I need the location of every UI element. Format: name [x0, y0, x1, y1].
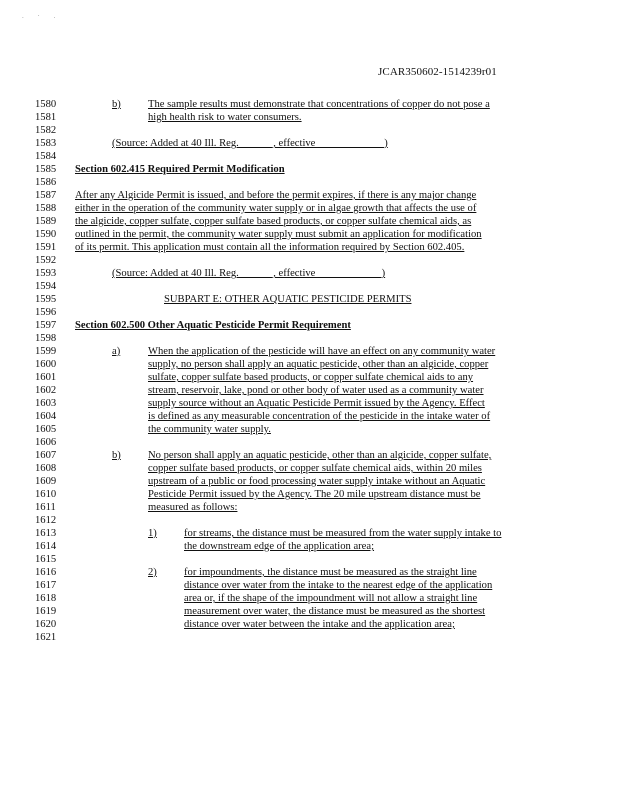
line-number: 1616 [35, 567, 57, 578]
line-number: 1593 [35, 268, 57, 279]
line-1585 [0, 163, 618, 176]
line-number: 1609 [35, 476, 57, 487]
line-text: area or, if the shape of the impoundment will not allow a straight line [184, 593, 478, 604]
line-text: measured as follows: [148, 502, 238, 513]
line-1596 [0, 306, 618, 319]
line-1584 [0, 150, 618, 163]
line-1610 [0, 488, 618, 501]
item-label: b) [112, 99, 121, 110]
line-number: 1587 [35, 190, 57, 201]
line-number: 1619 [35, 606, 57, 617]
line-text: supply, no person shall apply an aquatic pesticide, other than an algicide, copper [148, 359, 489, 370]
line-number: 1620 [35, 619, 57, 630]
line-number: 1607 [35, 450, 57, 461]
line-number: 1580 [35, 99, 57, 110]
line-text: distance over water between the intake and the application area; [184, 619, 455, 630]
line-1595 [0, 293, 618, 306]
line-1594 [0, 280, 618, 293]
section-heading: Section 602.500 Other Aquatic Pesticide Permit Requirement [75, 320, 351, 331]
line-number: 1586 [35, 177, 57, 188]
line-1600 [0, 358, 618, 371]
line-text: distance over water from the intake to the nearest edge of the application [184, 580, 493, 591]
line-number: 1608 [35, 463, 57, 474]
line-1611 [0, 501, 618, 514]
line-1590 [0, 228, 618, 241]
line-number: 1589 [35, 216, 57, 227]
line-number: 1611 [35, 502, 56, 513]
line-text: upstream of a public or food processing water supply intake without an Aquatic [148, 476, 486, 487]
line-number: 1592 [35, 255, 57, 266]
line-text: Pesticide Permit issued by the Agency. The 20 mile upstream distance must be [148, 489, 481, 500]
line-number: 1613 [35, 528, 57, 539]
line-text: for streams, the distance must be measured from the water supply intake to [184, 528, 502, 539]
line-1582 [0, 124, 618, 137]
source-note: (Source: Added at 40 Ill. Reg. ______, effective ____ ________) [112, 138, 388, 149]
line-1597 [0, 319, 618, 332]
line-1609 [0, 475, 618, 488]
source-note: (Source: Added at 40 Ill. Reg. ______, effective ____________) [112, 268, 386, 279]
line-1591 [0, 241, 618, 254]
line-number: 1617 [35, 580, 57, 591]
line-text: The sample results must demonstrate that concentrations of copper do not pose a [148, 99, 490, 110]
line-text: stream, reservoir, lake, pond or other body of water used as a community water [148, 385, 484, 396]
line-1587 [0, 189, 618, 202]
line-1603 [0, 397, 618, 410]
line-text: measurement over water, the distance must be measured as the shortest [184, 606, 486, 617]
line-number: 1588 [35, 203, 57, 214]
line-1620 [0, 618, 618, 631]
line-1606 [0, 436, 618, 449]
line-1612 [0, 514, 618, 527]
item-label: 2) [148, 567, 157, 578]
line-number: 1600 [35, 359, 57, 370]
line-1621 [0, 631, 618, 644]
line-1580 [0, 98, 618, 111]
line-number: 1614 [35, 541, 57, 552]
line-text: the community water supply. [148, 424, 271, 435]
line-1602 [0, 384, 618, 397]
subpart-heading: SUBPART E: OTHER AQUATIC PESTICIDE PERMITS [164, 294, 412, 305]
document-id: JCAR350602-1514239r01 [378, 66, 497, 78]
line-number: 1605 [35, 424, 57, 435]
line-number: 1602 [35, 385, 57, 396]
section-heading: Section 602.415 Required Permit Modification [75, 164, 285, 175]
line-text: After any Algicide Permit is issued, and before the permit expires, if there is any major change [75, 190, 477, 201]
line-number: 1583 [35, 138, 57, 149]
line-number: 1606 [35, 437, 57, 448]
line-1619 [0, 605, 618, 618]
line-number: 1615 [35, 554, 57, 565]
line-1613 [0, 527, 618, 540]
line-1583 [0, 137, 618, 150]
line-number: 1598 [35, 333, 57, 344]
line-text: the algicide, copper sulfate, copper sulfate based products, or copper sulfate chemical aids, as [75, 216, 472, 227]
line-number: 1585 [35, 164, 57, 175]
line-number: 1584 [35, 151, 57, 162]
line-1605 [0, 423, 618, 436]
item-label: 1) [148, 528, 157, 539]
line-1599 [0, 345, 618, 358]
line-1601 [0, 371, 618, 384]
line-1604 [0, 410, 618, 423]
line-1614 [0, 540, 618, 553]
line-text: sulfate, copper sulfate based products, or copper sulfate chemical aids to any [148, 372, 474, 383]
line-number: 1581 [35, 112, 57, 123]
line-number: 1599 [35, 346, 57, 357]
line-1616 [0, 566, 618, 579]
line-1588 [0, 202, 618, 215]
line-number: 1596 [35, 307, 57, 318]
line-text: the downstream edge of the application area; [184, 541, 375, 552]
line-text: high health risk to water consumers. [148, 112, 302, 123]
line-1615 [0, 553, 618, 566]
line-text: outlined in the permit, the community water supply must submit an application for modification [75, 229, 482, 240]
line-1598 [0, 332, 618, 345]
item-label: b) [112, 450, 121, 461]
item-label: a) [112, 346, 121, 357]
line-text: When the application of the pesticide will have an effect on any community water [148, 346, 496, 357]
line-text: is defined as any measurable concentration of the pesticide in the intake water of [148, 411, 491, 422]
line-number: 1597 [35, 320, 57, 331]
scan-artifact: . · . [22, 12, 62, 20]
line-1589 [0, 215, 618, 228]
line-number: 1594 [35, 281, 57, 292]
line-text: for impoundments, the distance must be measured as the straight line [184, 567, 477, 578]
line-number: 1621 [35, 632, 57, 643]
line-1586 [0, 176, 618, 189]
line-number: 1595 [35, 294, 57, 305]
line-number: 1590 [35, 229, 57, 240]
line-1618 [0, 592, 618, 605]
line-1593 [0, 267, 618, 280]
line-1607 [0, 449, 618, 462]
line-text: either in the operation of the community water supply or in algae growth that affects the use of [75, 203, 477, 214]
line-number: 1591 [35, 242, 57, 253]
line-number: 1603 [35, 398, 57, 409]
line-text: No person shall apply an aquatic pesticide, other than an algicide, copper sulfate, [148, 450, 492, 461]
line-number: 1582 [35, 125, 57, 136]
line-text: of its permit. This application must contain all the information required by Section 602.405. [75, 242, 465, 253]
line-1581 [0, 111, 618, 124]
line-number: 1612 [35, 515, 57, 526]
line-1592 [0, 254, 618, 267]
line-number: 1601 [35, 372, 57, 383]
line-number: 1604 [35, 411, 57, 422]
line-number: 1618 [35, 593, 57, 604]
line-1617 [0, 579, 618, 592]
line-text: supply source without an Aquatic Pesticide Permit issued by the Agency. Effect [148, 398, 485, 409]
line-1608 [0, 462, 618, 475]
line-number: 1610 [35, 489, 57, 500]
line-text: copper sulfate based products, or copper sulfate chemical aids, within 20 miles [148, 463, 482, 474]
